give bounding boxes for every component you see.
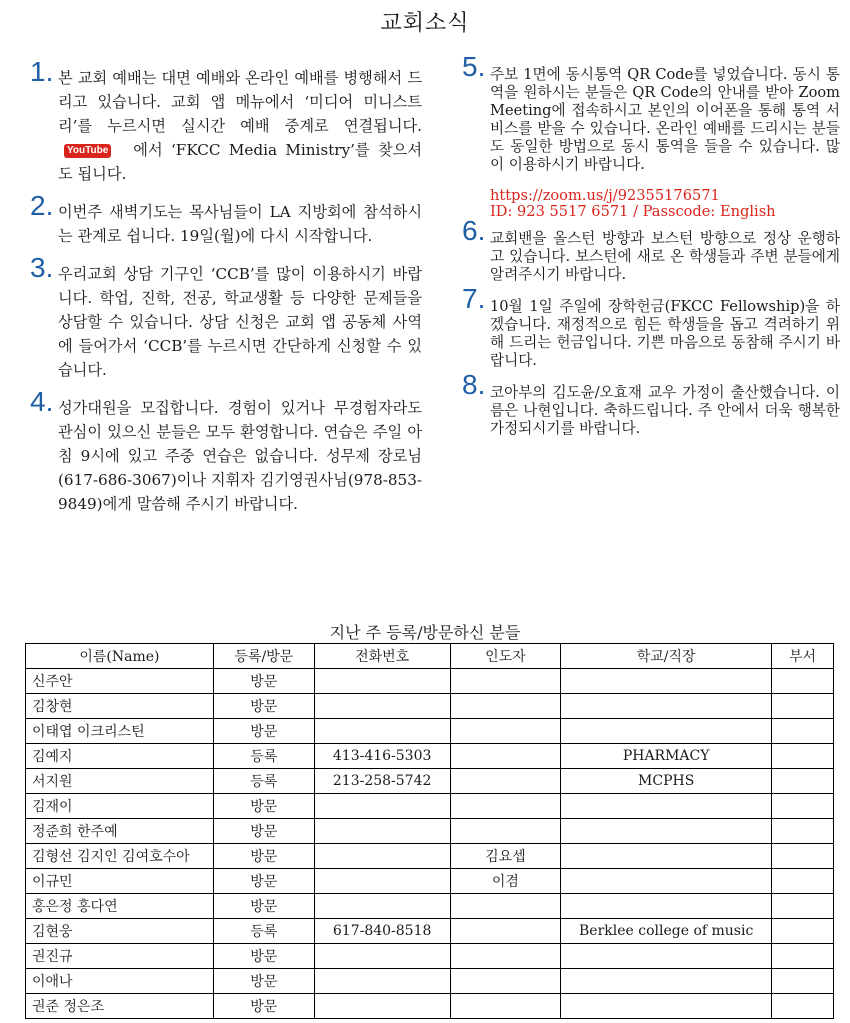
cell-department — [772, 794, 834, 819]
cell-phone: 413-416-5303 — [314, 744, 450, 769]
cell-guide — [450, 969, 561, 994]
cell-status: 방문 — [213, 894, 314, 919]
page-title: 교회소식 — [380, 11, 470, 36]
cell-name: 정준희 한주예 — [26, 819, 214, 844]
cell-status: 방문 — [213, 944, 314, 969]
item-number: 2. — [30, 190, 54, 221]
cell-school-work: PHARMACY — [561, 744, 772, 769]
cell-guide — [450, 769, 561, 794]
item-text-cont: 에서 ‘FKCC Media Ministry’를 찾으셔도 됩니다. — [58, 141, 422, 183]
cell-department — [772, 919, 834, 944]
cell-phone — [314, 894, 450, 919]
cell-guide — [450, 719, 561, 744]
cell-name: 김현웅 — [26, 919, 214, 944]
cell-department — [772, 669, 834, 694]
cell-school-work — [561, 969, 772, 994]
item-number: 7. — [462, 283, 486, 314]
cell-guide — [450, 894, 561, 919]
cell-department — [772, 694, 834, 719]
cell-school-work — [561, 694, 772, 719]
news-item — [462, 51, 840, 174]
news-right-column — [462, 51, 840, 438]
visitors-table-title: 지난 주 등록/방문하신 분들 — [329, 623, 521, 642]
cell-school-work — [561, 819, 772, 844]
cell-guide: 김요셉 — [450, 844, 561, 869]
cell-department — [772, 869, 834, 894]
cell-school-work — [561, 869, 772, 894]
cell-school-work: Berklee college of music — [561, 919, 772, 944]
item-text: 주보 1면에 동시통역 QR Code를 넣었습니다. 동시 통역을 원하시는 분들은 QR Code의 안내를 받아 Zoom Meeting에 접속하시고 본인의 이어폰을 통해 통역 서비스를 받을 수 있습니다. 온라인 예배를 드리시는 분들도 동일한 방법으로 동시 통역을 들을 수 있습니다. 많이 이용하시기 바랍니다. — [490, 66, 840, 173]
cell-status: 방문 — [213, 694, 314, 719]
cell-phone: 213-258-5742 — [314, 769, 450, 794]
table-row — [26, 819, 834, 844]
table-row — [26, 944, 834, 969]
cell-guide — [450, 744, 561, 769]
cell-phone: 617-840-8518 — [314, 919, 450, 944]
cell-department — [772, 969, 834, 994]
cell-status: 방문 — [213, 969, 314, 994]
cell-guide — [450, 819, 561, 844]
cell-name: 권준 정은조 — [26, 994, 214, 1019]
cell-guide — [450, 919, 561, 944]
item-number: 8. — [462, 369, 486, 400]
table-row — [26, 794, 834, 819]
cell-school-work: MCPHS — [561, 769, 772, 794]
item-number: 1. — [30, 56, 54, 87]
cell-school-work — [561, 719, 772, 744]
cell-status: 방문 — [213, 994, 314, 1019]
news-item — [30, 190, 422, 248]
news-left-column — [30, 56, 422, 516]
cell-guide: 이겸 — [450, 869, 561, 894]
cell-name: 김예지 — [26, 744, 214, 769]
zoom-link[interactable]: https://zoom.us/j/92355176571 — [490, 187, 720, 204]
cell-department — [772, 744, 834, 769]
item-text: 교회밴을 올스턴 방향과 보스턴 방향으로 정상 운행하고 있습니다. 보스턴에 새로 온 학생들과 주변 분들에게 알려주시기 바랍니다. — [490, 230, 840, 283]
header-status: 등록/방문 — [213, 644, 314, 669]
youtube-logo-icon: YouTube — [64, 144, 111, 158]
cell-phone — [314, 844, 450, 869]
cell-phone — [314, 969, 450, 994]
cell-status: 방문 — [213, 719, 314, 744]
header-department: 부서 — [772, 644, 834, 669]
cell-guide — [450, 994, 561, 1019]
cell-phone — [314, 819, 450, 844]
news-item — [30, 56, 422, 186]
cell-school-work — [561, 994, 772, 1019]
zoom-info — [490, 188, 840, 220]
cell-status: 방문 — [213, 794, 314, 819]
cell-school-work — [561, 894, 772, 919]
table-row — [26, 844, 834, 869]
item-number: 6. — [462, 215, 486, 246]
cell-name: 신주안 — [26, 669, 214, 694]
cell-phone — [314, 719, 450, 744]
item-number: 3. — [30, 252, 54, 283]
cell-name: 김재이 — [26, 794, 214, 819]
table-row — [26, 919, 834, 944]
table-row — [26, 744, 834, 769]
cell-phone — [314, 669, 450, 694]
news-item — [30, 386, 422, 516]
cell-department — [772, 819, 834, 844]
item-text: 본 교회 예배는 대면 예배와 온라인 예배를 병행해서 드리고 있습니다. 교회 앱 메뉴에서 ‘미디어 미니스트리’를 누르시면 실시간 예배 중계로 연결됩니다. — [58, 69, 422, 135]
table-row — [26, 969, 834, 994]
news-item — [30, 252, 422, 382]
cell-department — [772, 944, 834, 969]
item-text: 이번주 새벽기도는 목사님들이 LA 지방회에 참석하시는 관계로 쉽니다. 19일(월)에 다시 시작합니다. — [58, 203, 422, 245]
cell-name: 이규민 — [26, 869, 214, 894]
cell-school-work — [561, 944, 772, 969]
cell-school-work — [561, 794, 772, 819]
cell-guide — [450, 944, 561, 969]
table-header-row — [26, 644, 834, 669]
table-row — [26, 719, 834, 744]
cell-school-work — [561, 669, 772, 694]
header-phone: 전화번호 — [314, 644, 450, 669]
cell-department — [772, 769, 834, 794]
table-row — [26, 769, 834, 794]
cell-department — [772, 844, 834, 869]
cell-guide — [450, 669, 561, 694]
cell-phone — [314, 869, 450, 894]
header-school-work: 학교/직장 — [561, 644, 772, 669]
header-guide: 인도자 — [450, 644, 561, 669]
item-number: 5. — [462, 51, 486, 82]
cell-phone — [314, 944, 450, 969]
cell-department — [772, 894, 834, 919]
news-item — [462, 283, 840, 370]
cell-status: 방문 — [213, 844, 314, 869]
cell-phone — [314, 994, 450, 1019]
item-number: 4. — [30, 386, 54, 417]
cell-name: 이애나 — [26, 969, 214, 994]
cell-department — [772, 719, 834, 744]
cell-status: 등록 — [213, 769, 314, 794]
cell-status: 방문 — [213, 669, 314, 694]
item-text: 우리교회 상담 기구인 ‘CCB’를 많이 이용하시기 바랍니다. 학업, 진학, 전공, 학교생활 등 다양한 문제들을 상담할 수 있습니다. 상담 신청은 교회 앱 공동체 사역에 들어가서 ‘CCB’를 누르시면 간단하게 신청할 수 있습니다. — [58, 265, 422, 379]
cell-phone — [314, 694, 450, 719]
item-text: 코아부의 김도윤/오효재 교우 가정이 출산했습니다. 이름은 나현입니다. 축하드립니다. 주 안에서 더욱 행복한 가정되시기를 바랍니다. — [490, 384, 840, 437]
news-item — [462, 215, 840, 284]
cell-status: 등록 — [213, 744, 314, 769]
table-row — [26, 869, 834, 894]
table-row — [26, 994, 834, 1019]
cell-name: 이태엽 이크리스틴 — [26, 719, 214, 744]
cell-phone — [314, 794, 450, 819]
cell-name: 김창현 — [26, 694, 214, 719]
news-item — [462, 369, 840, 438]
table-row — [26, 894, 834, 919]
cell-name: 홍은정 홍다연 — [26, 894, 214, 919]
header-name: 이름(Name) — [26, 644, 214, 669]
cell-guide — [450, 794, 561, 819]
cell-status: 방문 — [213, 869, 314, 894]
item-text: 성가대원을 모집합니다. 경험이 있거나 무경험자라도 관심이 있으신 분들은 모두 환영합니다. 연습은 주일 아침 9시에 있고 주중 연습은 없습니다. 성무제 장로님(617-686-3067)이나 지휘자 김기영권사님(978-853-9849)에게 말씀해 주시기 바랍니다. — [58, 399, 422, 513]
visitors-table — [25, 643, 834, 1019]
cell-name: 김형선 김지인 김여호수아 — [26, 844, 214, 869]
cell-school-work — [561, 844, 772, 869]
item-text: 10월 1일 주일에 장학헌금(FKCC Fellowship)을 하겠습니다. 재정적으로 힘든 학생들을 돕고 격려하기 위해 드리는 헌금입니다. 기쁜 마음으로 동참해 주시기 바랍니다. — [490, 298, 840, 369]
cell-department — [772, 994, 834, 1019]
table-row — [26, 694, 834, 719]
table-row — [26, 669, 834, 694]
cell-name: 권진규 — [26, 944, 214, 969]
cell-guide — [450, 694, 561, 719]
cell-status: 등록 — [213, 919, 314, 944]
cell-status: 방문 — [213, 819, 314, 844]
cell-name: 서지원 — [26, 769, 214, 794]
zoom-id: ID: 923 5517 6571 / Passcode: English — [490, 203, 776, 220]
